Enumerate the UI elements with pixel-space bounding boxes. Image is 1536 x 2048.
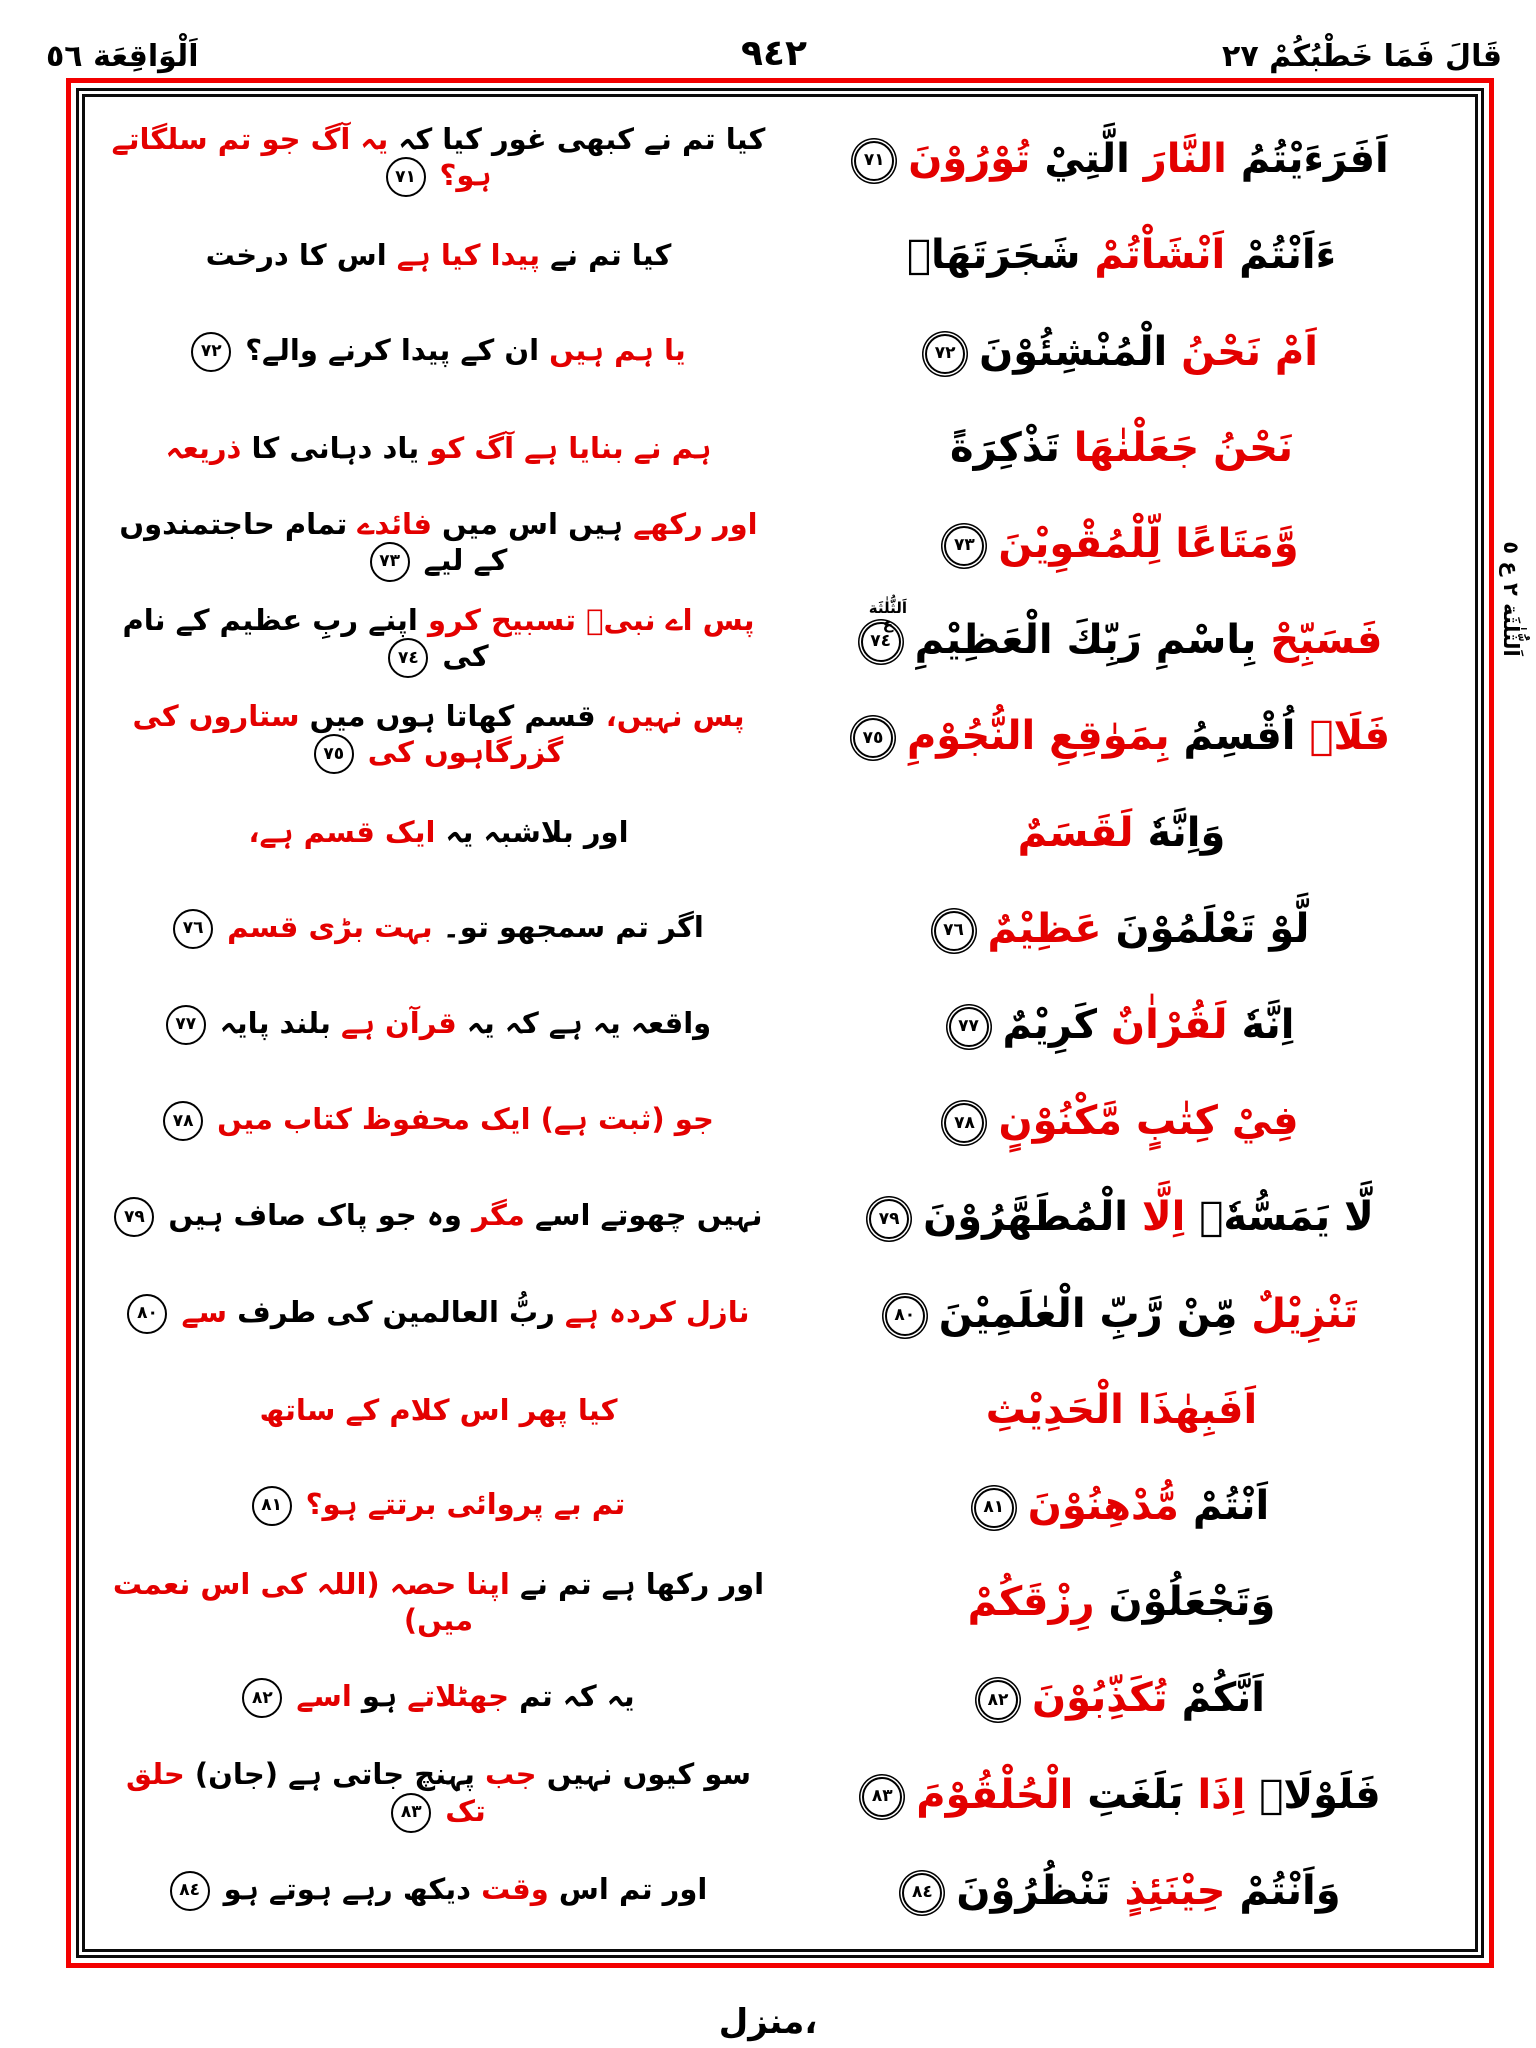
urdu-text-segment: اور رکھے	[633, 506, 758, 541]
arabic-verse-line	[780, 1385, 1463, 1435]
ayah-number-badge: ٧٥	[853, 718, 893, 758]
page-number: ٩٤٢	[741, 33, 807, 74]
ayah-number-badge: ٧٧	[166, 1005, 206, 1045]
urdu-text-segment: قرآن ہے	[340, 1005, 467, 1040]
ayah-number-badge: ٨٠	[127, 1294, 167, 1334]
urdu-text-segment: بہت بڑی قسم	[227, 909, 443, 944]
urdu-text-segment: ستاروں کی گزرگاہوں کی	[132, 699, 564, 770]
urdu-text-segment: کیا تم نے	[550, 238, 672, 273]
arabic-verse-line	[780, 1577, 1463, 1627]
page-frame-inner	[76, 88, 1484, 1958]
arabic-text-segment: فَلَوْلَاۤ	[1259, 1771, 1381, 1818]
arabic-text-segment: عَظِيْمٌ	[987, 905, 1116, 952]
urdu-translation-line	[97, 1871, 780, 1911]
verse-row	[97, 1362, 1463, 1458]
urdu-translation-line	[97, 1486, 780, 1526]
urdu-text-segment: ان کے پیدا کرنے والے؟	[245, 332, 550, 367]
arabic-text-segment: حِيْنَئِذٍ	[1124, 1867, 1240, 1914]
ruku-margin-note: اَلثُّلٰثَة ٢ ع ٥	[1499, 541, 1523, 657]
urdu-text-segment: ہو	[361, 1679, 408, 1714]
ayah-number-badge: ٨١	[974, 1488, 1014, 1528]
urdu-translation-line	[97, 1566, 780, 1639]
urdu-translation-line	[97, 121, 780, 197]
arabic-text-segment: تَنْزِيْلٌ	[1251, 1290, 1359, 1337]
urdu-text-segment: تمام حاجتمندوں کے لیے	[119, 506, 508, 578]
arabic-verse-line	[780, 1770, 1463, 1820]
urdu-translation-line	[97, 237, 780, 273]
ayah-number-badge: ٨٤	[902, 1873, 942, 1913]
verse-row	[97, 977, 1463, 1073]
arabic-text-segment: لَّوْ تَعْلَمُوْنَ	[1115, 905, 1310, 952]
arabic-verse-line	[780, 711, 1463, 761]
arabic-verse-line	[780, 134, 1463, 184]
arabic-text-segment: وَتَجْعَلُوْنَ	[1108, 1579, 1276, 1626]
arabic-verse-line	[780, 1481, 1463, 1531]
arabic-text-segment: تُوْرُوْنَ	[908, 136, 1045, 183]
urdu-text-segment: اپنا حصہ (اللہ کی اس نعمت میں)	[112, 1566, 520, 1638]
urdu-text-segment: اگر تم سمجھو تو۔	[442, 909, 704, 944]
ayah-number-badge: ٨٠	[885, 1296, 925, 1336]
verse-row	[97, 207, 1463, 303]
arabic-text-segment: النَّارَ	[1143, 136, 1241, 183]
ayah-number-badge: ٧١	[854, 141, 894, 181]
arabic-verse-line	[780, 423, 1463, 473]
arabic-text-segment: اِلَّا	[1141, 1194, 1200, 1241]
arabic-text-segment: اَنْشَاْتُمْ	[1094, 232, 1240, 279]
urdu-text-segment: فائدے	[357, 506, 443, 541]
ayah-number-badge: ٧٨	[944, 1103, 984, 1143]
arabic-text-segment: لَقَسَمٌ	[1017, 809, 1148, 856]
urdu-text-segment: جب	[484, 1757, 547, 1792]
arabic-text-segment: شَجَرَتَهَاۤ	[906, 232, 1095, 279]
urdu-translation-line	[97, 698, 780, 774]
urdu-text-segment: کیا پھر اس کلام کے ساتھ	[259, 1392, 618, 1427]
urdu-text-segment: یا ہم ہیں	[549, 332, 686, 367]
arabic-text-segment: مِّنْ رَّبِّ الْعٰلَمِيْنَ	[938, 1290, 1252, 1337]
arabic-verse-line	[780, 1866, 1463, 1916]
urdu-translation-line	[97, 1392, 780, 1428]
arabic-text-segment: اِنَّهٗ	[1241, 1001, 1295, 1048]
urdu-translation-line	[97, 1005, 780, 1045]
urdu-text-segment: بلند پایہ	[219, 1005, 341, 1040]
arabic-verse-line	[780, 1289, 1463, 1339]
ayah-number-badge: ٨٣	[391, 1793, 431, 1833]
ayah-number-badge: ٧٤	[388, 638, 428, 678]
arabic-text-segment: اَنْتُمْ	[1192, 1482, 1270, 1529]
urdu-text-segment: یہ آگ جو تم سلگاتے ہو؟	[111, 121, 492, 193]
urdu-translation-line	[97, 814, 780, 850]
arabic-text-segment: اُقْسِمُ	[1183, 713, 1310, 760]
arabic-verse-line	[780, 519, 1463, 569]
verse-row	[97, 303, 1463, 399]
urdu-translation-line	[97, 1197, 780, 1237]
urdu-translation-line	[97, 1678, 780, 1718]
ayah-number-badge: ٧١	[386, 157, 426, 197]
ayah-number-badge: ٨١	[252, 1486, 292, 1526]
arabic-verse-line	[780, 808, 1463, 858]
urdu-translation-line	[97, 1101, 780, 1141]
ayah-number-badge: ٧٩	[114, 1197, 154, 1237]
verse-row	[97, 1746, 1463, 1842]
verse-row	[97, 1650, 1463, 1746]
urdu-text-segment: وقت	[481, 1871, 559, 1906]
surah-name-header: اَلْوَاقِعَة ٥٦	[46, 39, 199, 74]
urdu-text-segment: ربُّ العالمین کی طرف	[237, 1294, 565, 1329]
urdu-text-segment: کیا تم نے کبھی غور کیا کہ	[398, 121, 766, 156]
urdu-text-segment: یاد دہانی کا	[251, 430, 430, 465]
ayah-number-badge: ٨٣	[862, 1777, 902, 1817]
verse-row	[97, 1169, 1463, 1265]
urdu-text-segment: پس نہیں،	[605, 699, 745, 734]
arabic-text-segment: الْحُلْقُوْمَ	[916, 1771, 1088, 1818]
arabic-text-segment: فَسَبِّحْ	[1270, 617, 1383, 664]
arabic-verse-line	[780, 904, 1463, 954]
arabic-verse-line	[780, 1192, 1463, 1242]
urdu-translation-line	[97, 506, 780, 582]
verse-row	[97, 111, 1463, 207]
arabic-text-segment: نَحْنُ جَعَلْنٰهَا	[1073, 424, 1294, 471]
urdu-text-segment: حلق تک	[125, 1757, 486, 1828]
verse-row	[97, 592, 1463, 688]
arabic-text-segment: اَمْ نَحْنُ	[1181, 328, 1318, 375]
verse-row	[97, 496, 1463, 592]
arabic-text-segment: تُكَذِّبُوْنَ	[1032, 1675, 1182, 1722]
arabic-text-segment: اَفَرَءَيْتُمُ	[1240, 136, 1389, 183]
arabic-text-segment: ءَاَنْتُمْ	[1239, 232, 1337, 279]
verse-row	[97, 688, 1463, 784]
arabic-text-segment: بِمَوٰقِعِ النُّجُوْمِ	[906, 713, 1184, 760]
arabic-text-segment: وَاِنَّهٗ	[1147, 809, 1226, 856]
arabic-text-segment: فِيْ كِتٰبٍ مَّكْنُوْنٍ	[998, 1098, 1299, 1145]
arabic-verse-line	[780, 230, 1463, 280]
arabic-verse-line	[780, 1096, 1463, 1146]
urdu-translation-line	[97, 1756, 780, 1832]
ayah-number-badge: ٧٥	[314, 734, 354, 774]
ayah-number-badge: ٧٢	[191, 332, 231, 372]
urdu-translation-line	[97, 332, 780, 372]
urdu-text-segment: پس اے نبیؐ تسبیح کرو	[427, 602, 755, 637]
ayah-number-badge: ٨٢	[978, 1680, 1018, 1720]
arabic-verse-line	[780, 1673, 1463, 1723]
verse-row	[97, 1265, 1463, 1361]
urdu-text-segment: نازل کردہ ہے	[564, 1294, 750, 1329]
urdu-text-segment: جھٹلاتے	[407, 1679, 520, 1714]
urdu-text-segment: اور رکھا ہے تم نے	[519, 1566, 765, 1601]
juz-name-header: قَالَ فَمَا خَطْبُكُمْ ٢٧	[1222, 39, 1502, 74]
arabic-text-segment: اِذَا	[1197, 1771, 1260, 1818]
ayah-number-badge: ٧٤	[861, 622, 901, 662]
urdu-translation-line	[97, 430, 780, 466]
verses-area	[97, 111, 1463, 1939]
urdu-text-segment: نہیں چھوتے اسے	[534, 1198, 763, 1233]
urdu-text-segment: وہ جو پاک صاف ہیں	[168, 1198, 473, 1233]
page-footer	[0, 2002, 1536, 2042]
urdu-text-segment: مگر	[472, 1198, 535, 1233]
arabic-text-segment: الْمُطَهَّرُوْنَ	[923, 1194, 1142, 1241]
urdu-text-segment: اپنے ربِ عظیم کے نام کی	[122, 602, 489, 674]
page-header	[46, 16, 1502, 74]
urdu-text-segment: پیدا کیا ہے	[396, 238, 551, 273]
ayah-number-badge: ٧٩	[869, 1199, 909, 1239]
verse-row	[97, 1458, 1463, 1554]
arabic-text-segment: تَنْظُرُوْنَ	[956, 1867, 1125, 1914]
urdu-text-segment: قسم کھاتا ہوں میں	[309, 699, 606, 734]
arabic-text-segment: بَلَغَتِ	[1087, 1771, 1198, 1818]
arabic-verse-line	[780, 1000, 1463, 1050]
ayah-number-badge: ٧٣	[944, 526, 984, 566]
urdu-text-segment: دیکھ رہے ہوتے ہو	[223, 1871, 482, 1906]
urdu-text-segment: اس کا درخت	[205, 238, 397, 273]
ayah-number-badge: ٧٦	[934, 911, 974, 951]
ayah-number-badge: ٧٦	[173, 909, 213, 949]
ayah-number-badge: ٧٨	[163, 1101, 203, 1141]
urdu-translation-line	[97, 909, 780, 949]
verse-row	[97, 1073, 1463, 1169]
ayah-number-badge: ٨٢	[242, 1678, 282, 1718]
arabic-text-segment: وَّمَتَاعًا لِّلْمُقْوِيْنَ	[998, 520, 1299, 567]
verse-row	[97, 400, 1463, 496]
arabic-text-segment: رِزْقَكُمْ	[967, 1579, 1109, 1626]
ruku-note: اَلثُّلٰثَة ع	[868, 599, 908, 633]
urdu-text-segment: اور تم اس	[558, 1871, 708, 1906]
arabic-text-segment: بِاسْمِ رَبِّكَ الْعَظِيْمِ	[914, 617, 1271, 664]
arabic-text-segment: اَفَبِهٰذَا الْحَدِيْثِ	[985, 1386, 1258, 1433]
arabic-text-segment: اَنَّكُمْ	[1181, 1675, 1265, 1722]
urdu-text-segment: ذریعہ	[165, 430, 252, 465]
urdu-text-segment: جو (ثبت ہے) ایک محفوظ کتاب میں	[217, 1102, 714, 1137]
urdu-text-segment: پہنچ جاتی ہے (جان)	[194, 1757, 485, 1792]
urdu-translation-line	[97, 1294, 780, 1334]
arabic-text-segment: وَاَنْتُمْ	[1239, 1867, 1341, 1914]
ayah-number-badge: ٨٤	[170, 1871, 210, 1911]
urdu-text-segment: سو کیوں نہیں	[546, 1757, 752, 1792]
urdu-translation-line	[97, 602, 780, 678]
page-frame	[66, 78, 1494, 1968]
arabic-text-segment: الَّتِيْ	[1044, 136, 1144, 183]
urdu-text-segment: ایک قسم ہے،	[248, 815, 446, 850]
arabic-text-segment: الْمُنْشِئُوْنَ	[979, 328, 1182, 375]
verse-row	[97, 1554, 1463, 1650]
urdu-text-segment: اور بلاشبہ یہ	[445, 815, 629, 850]
verse-row	[97, 1843, 1463, 1939]
ayah-number-badge: ٧٧	[949, 1007, 989, 1047]
ayah-number-badge: ٧٢	[925, 334, 965, 374]
arabic-text-segment: تَذْكِرَةً	[949, 424, 1074, 471]
urdu-text-segment: اسے	[296, 1679, 362, 1714]
urdu-text-segment: واقعہ یہ ہے کہ یہ	[466, 1005, 712, 1040]
verse-row	[97, 881, 1463, 977]
verse-row	[97, 784, 1463, 880]
arabic-text-segment: لَقُرْاٰنٌ	[1111, 1001, 1242, 1048]
arabic-verse-line	[780, 327, 1463, 377]
arabic-text-segment: لَّا يَمَسُّهٗۤ	[1199, 1194, 1374, 1241]
ayah-number-badge: ٧٣	[370, 542, 410, 582]
arabic-verse-line	[780, 599, 1463, 665]
catchword: منزل،	[718, 2002, 818, 2042]
urdu-text-segment: تم بے پروائی برتتے ہو؟	[305, 1486, 626, 1521]
arabic-text-segment: كَرِيْمٌ	[1002, 1001, 1111, 1048]
urdu-text-segment: ہیں اس میں	[442, 506, 634, 541]
arabic-text-segment: فَلَاۤ	[1309, 713, 1391, 760]
urdu-text-segment: یہ کہ تم	[519, 1679, 635, 1714]
urdu-text-segment: سے	[181, 1294, 238, 1329]
urdu-text-segment: ہم نے بنایا ہے آگ کو	[429, 430, 712, 465]
arabic-text-segment: مُّدْهِنُوْنَ	[1027, 1482, 1193, 1529]
